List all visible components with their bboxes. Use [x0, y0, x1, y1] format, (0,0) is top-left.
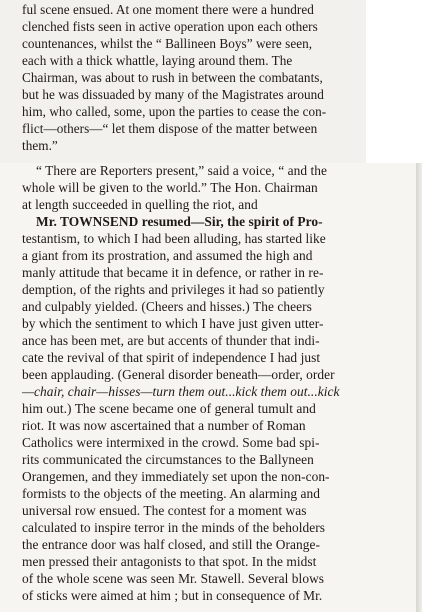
- text-line: flict—others—“ let them dispose of the matter between: [22, 121, 318, 136]
- text-line: each with a thick whattle, laying around them. The: [22, 53, 293, 68]
- text-line: men pressed their antagonists to that spot. In the midst: [22, 554, 317, 569]
- text-line: calculated to inspire terror in the minds of the beholders: [22, 520, 325, 535]
- text-line: Orangemen, and they immediately set upon the non-con-: [22, 469, 330, 484]
- text-line: universal row ensued. The contest for a moment was: [22, 503, 307, 518]
- text-line: rits communicated the circumstances to the Ballyneen: [22, 452, 314, 467]
- text-line: riot. It was now ascertained that a number of Roman: [22, 418, 306, 433]
- text-line: been applauding. (General disorder beneath—order, order: [22, 367, 335, 382]
- text-line: him, who called, some, upon the parties to cease the con-: [22, 104, 327, 119]
- text-line: but he was dissuaded by many of the Magistrates around: [22, 87, 324, 102]
- text-line: him out.) The scene became one of general tumult and: [22, 401, 316, 416]
- text-line: “ There are Reporters present,” said a voice, “ and the: [36, 163, 328, 178]
- text-line: ful scene ensued. At one moment there were a hundred: [22, 2, 314, 17]
- text-line: formists to the objects of the meeting. An alarming and: [22, 486, 321, 501]
- text-line: the entrance door was half closed, and still the Orange-: [22, 537, 321, 552]
- text-line: of sticks were aimed at him ; but in consequence of Mr.: [22, 588, 323, 603]
- text-line: clenched fists seen in active operation upon each others: [22, 19, 318, 34]
- article-fragment-bottom: [0, 163, 422, 612]
- text-line: by which the sentiment to which I have just given utter-: [22, 316, 324, 331]
- text-line: ance has been met, are but accents of thunder that indi-: [22, 333, 320, 348]
- page-edge-shadow: [416, 163, 422, 612]
- text-line: —chair, chair—hisses—turn them out...kick them out...kick: [22, 384, 340, 399]
- text-line: a giant from its prostration, and assumed the high and: [22, 248, 313, 263]
- text-line: testantism, to which I had been alluding, has started like: [22, 231, 326, 246]
- article-fragment-top: [0, 0, 366, 163]
- text-line: of the whole scene was seen Mr. Stawell. Several blows: [22, 571, 325, 586]
- text-line: countenances, whilst the “ Ballineen Boys” were seen,: [22, 36, 313, 51]
- text-line: them.”: [22, 138, 58, 153]
- text-line: Chairman, was about to rush in between the combatants,: [22, 70, 323, 85]
- text-line: Mr. TOWNSEND resumed—Sir, the spirit of Pro-: [36, 214, 323, 229]
- text-line: cate the revival of that spirit of independence I had just: [22, 350, 321, 365]
- text-line: demption, of the rights and privileges it had so patiently: [22, 282, 325, 297]
- text-line: at length succeeded in quelling the riot, and: [22, 197, 258, 212]
- text-line: manly attitude that became it in defence, or rather in re-: [22, 265, 324, 280]
- text-line: and culpably yielded. (Cheers and hisses.) The cheers: [22, 299, 312, 314]
- blank-margin: [366, 0, 422, 163]
- text-line: whole will be given to the world.” The Hon. Chairman: [22, 180, 318, 195]
- text-line: Catholics were intermixed in the crowd. Some bad spi-: [22, 435, 320, 450]
